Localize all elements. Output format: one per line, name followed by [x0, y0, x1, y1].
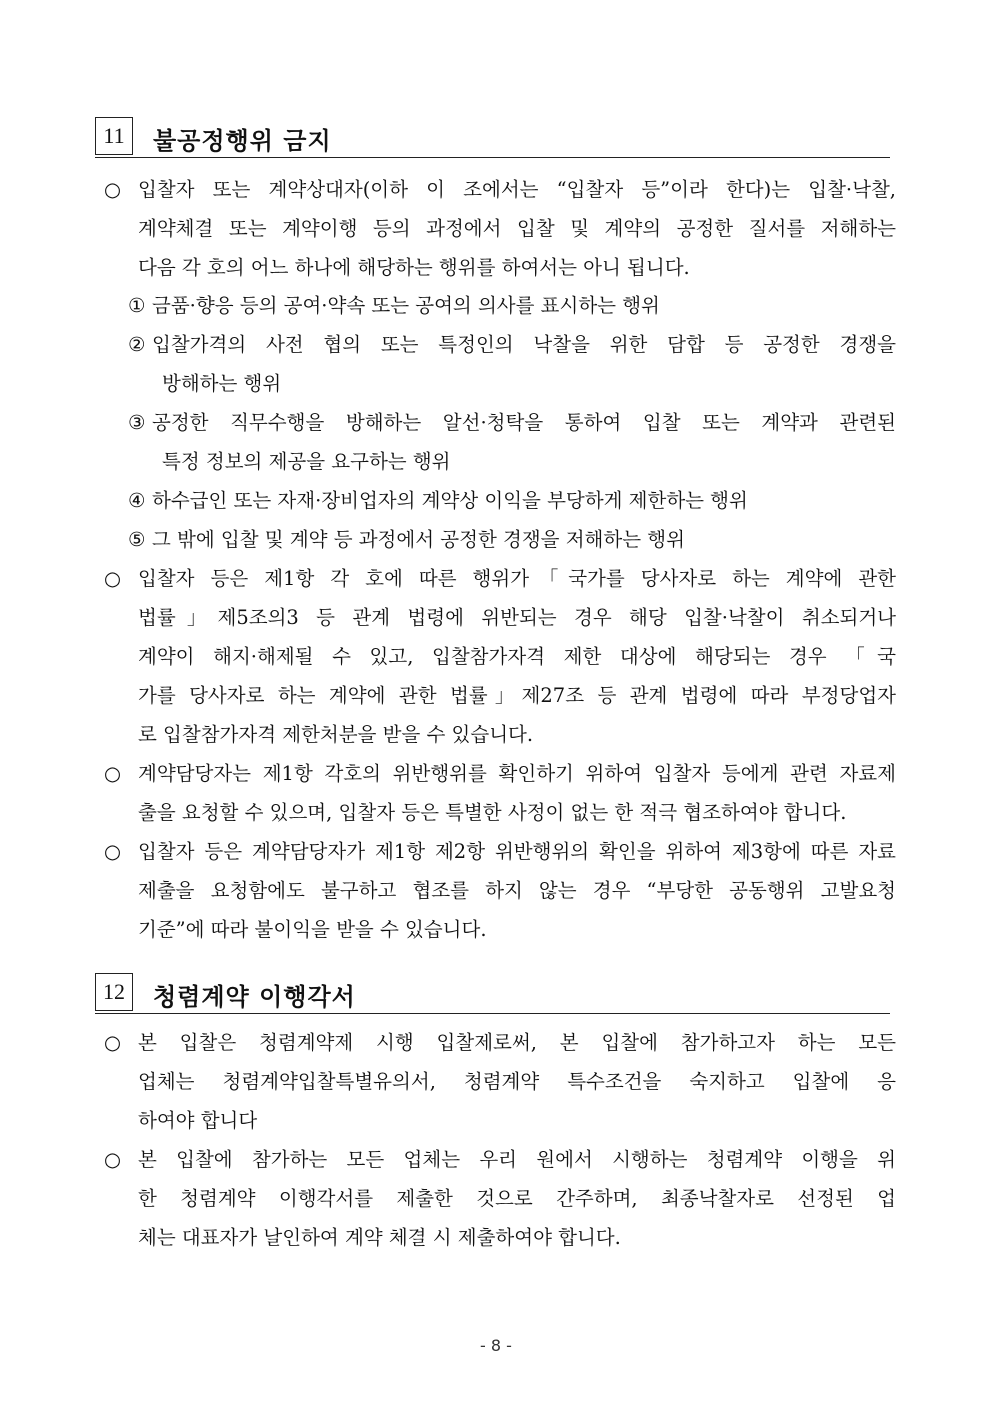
item-line: 하수급인 또는 자재·장비업자의 계약상 이익을 부당하게 제한하는 행위: [152, 489, 748, 512]
section-11-number: 11: [95, 117, 133, 155]
circle-bullet: ○: [104, 1148, 122, 1171]
section-12-paragraph-2: [104, 1140, 896, 1257]
section-11-paragraph-4: [104, 832, 896, 949]
item-line: 입찰가격의 사전 협의 또는 특정인의 낙찰을 위한 담합 등 공정한 경쟁을: [152, 333, 896, 356]
section-11-header: [95, 117, 890, 158]
paragraph-line: 출을 요청할 수 있으며, 입찰자 등은 특별한 사정이 없는 한 적극 협조하여야 합니다.: [138, 801, 847, 824]
item-number-4: ④: [128, 489, 146, 512]
item-line: 금품·향응 등의 공여·약속 또는 공여의 의사를 표시하는 행위: [152, 294, 660, 317]
paragraph-line: 입찰자 등은 제1항 각 호에 따른 행위가「국가를 당사자로 하는 계약에 관한: [138, 567, 896, 590]
section-12-paragraph-1: [104, 1023, 896, 1140]
section-12-header: [95, 973, 890, 1014]
section-11-item-3: [128, 403, 896, 481]
paragraph-line: 다음 각 호의 어느 하나에 해당하는 행위를 하여서는 아니 됩니다.: [138, 256, 690, 279]
section-12-number: 12: [95, 973, 133, 1011]
item-line: 특정 정보의 제공을 요구하는 행위: [162, 450, 451, 473]
paragraph-line: 하여야 합니다: [138, 1109, 258, 1132]
paragraph-line: 제출을 요청함에도 불구하고 협조를 하지 않는 경우 “부당한 공동행위 고발요청: [138, 879, 896, 902]
page-number: - 8 -: [480, 1336, 512, 1355]
item-line: 그 밖에 입찰 및 계약 등 과정에서 공정한 경쟁을 저해하는 행위: [152, 528, 685, 551]
section-12-title: 청렴계약 이행각서: [153, 983, 356, 1011]
circle-bullet: ○: [104, 567, 122, 590]
paragraph-line: 로 입찰참가자격 제한처분을 받을 수 있습니다.: [138, 723, 534, 746]
paragraph-line: 입찰자 또는 계약상대자(이하 이 조에서는 “입찰자 등”이라 한다)는 입찰·낙찰,: [138, 178, 896, 201]
section-11-paragraph-3: [104, 754, 896, 832]
paragraph-line: 계약담당자는 제1항 각호의 위반행위를 확인하기 위하여 입찰자 등에게 관련 자료제: [138, 762, 896, 785]
paragraph-line: 본 입찰은 청렴계약제 시행 입찰제로써, 본 입찰에 참가하고자 하는 모든: [138, 1031, 896, 1054]
section-11-item-1: [128, 286, 896, 325]
paragraph-line: 입찰자 등은 계약담당자가 제1항 제2항 위반행위의 확인을 위하여 제3항에 따른 자료: [138, 840, 896, 863]
section-11-paragraph-1: [104, 170, 896, 287]
section-11-item-5: [128, 520, 896, 559]
section-11-item-4: [128, 481, 896, 520]
item-number-5: ⑤: [128, 528, 146, 551]
paragraph-line: 체는 대표자가 날인하여 계약 체결 시 제출하여야 합니다.: [138, 1226, 621, 1249]
paragraph-line: 계약이 해지·해제될 수 있고, 입찰참가자격 제한 대상에 해당되는 경우 「국: [138, 645, 896, 668]
paragraph-line: 업체는 청렴계약입찰특별유의서, 청렴계약 특수조건을 숙지하고 입찰에 응: [138, 1070, 896, 1093]
item-number-3: ③: [128, 411, 146, 434]
circle-bullet: ○: [104, 1031, 122, 1054]
paragraph-line: 기준”에 따라 불이익을 받을 수 있습니다.: [138, 918, 487, 941]
section-11-title: 불공정행위 금지: [153, 127, 332, 155]
circle-bullet: ○: [104, 840, 122, 863]
paragraph-line: 본 입찰에 참가하는 모든 업체는 우리 원에서 시행하는 청렴계약 이행을 위: [138, 1148, 896, 1171]
item-number-1: ①: [128, 294, 146, 317]
item-line: 방해하는 행위: [162, 372, 282, 395]
item-number-2: ②: [128, 333, 146, 356]
paragraph-line: 가를 당사자로 하는 계약에 관한 법률」제27조 등 관계 법령에 따라 부정당업자: [138, 684, 896, 707]
paragraph-line: 계약체결 또는 계약이행 등의 과정에서 입찰 및 계약의 공정한 질서를 저해하는: [138, 217, 896, 240]
paragraph-line: 법률」제5조의3 등 관계 법령에 위반되는 경우 해당 입찰·낙찰이 취소되거나: [138, 606, 896, 629]
circle-bullet: ○: [104, 178, 122, 201]
paragraph-line: 한 청렴계약 이행각서를 제출한 것으로 간주하며, 최종낙찰자로 선정된 업: [138, 1187, 896, 1210]
item-line: 공정한 직무수행을 방해하는 알선·청탁을 통하여 입찰 또는 계약과 관련된: [152, 411, 896, 434]
circle-bullet: ○: [104, 762, 122, 785]
section-11-paragraph-2: [104, 559, 896, 754]
section-11-item-2: [128, 325, 896, 403]
